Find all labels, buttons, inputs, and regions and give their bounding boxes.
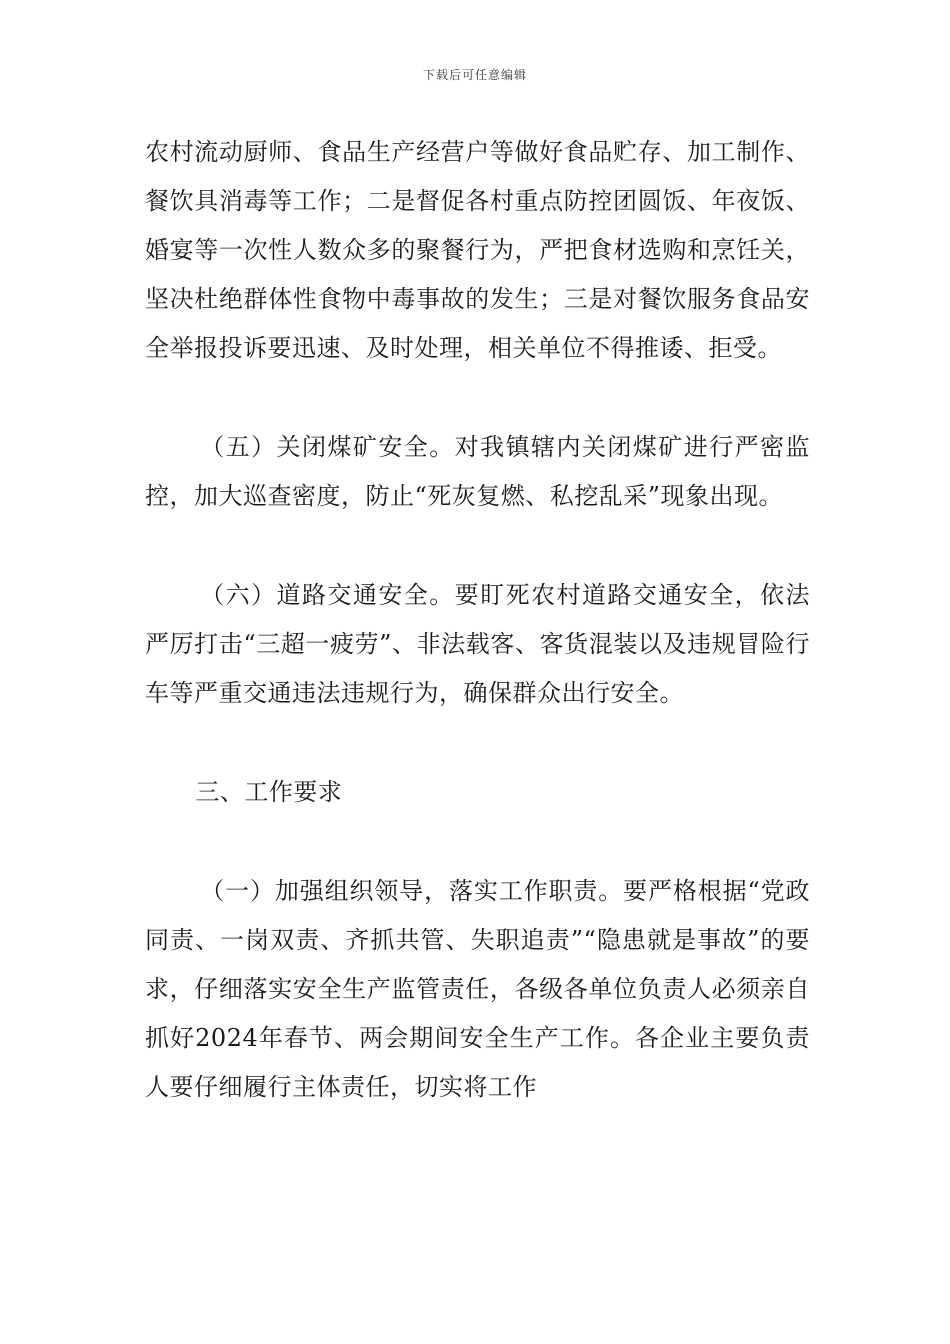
paragraph-food-safety-continued: 农村流动厨师、食品生产经营户等做好食品贮存、加工制作、餐饮具消毒等工作；二是督促各村重点防控团圆饭、年夜饭、婚宴等一次性人数众多的聚餐行为，严把食材选购和烹饪关，坚决杜绝群体性食物中毒事故的发生；三是对餐饮服务食品安全举报投诉要迅速、及时处理，相关单位不得推诿、拒受。 xyxy=(145,138,810,362)
paragraph-organization-leadership: （一）加强组织领导，落实工作职责。要严格根据“党政同责、一岗双责、齐抓共管、失职追责”“隐患就是事故”的要求，仔细落实安全生产监管责任，各级各单位负责人必须亲自抓好2024年春节、两会期间安全生产工作。各企业主要负责人要仔细履行主体责任，切实将工作 xyxy=(145,877,810,1101)
paragraph-coal-mine-safety: （五）关闭煤矿安全。对我镇辖内关闭煤矿进行严密监控，加大巡查密度，防止“死灰复燃、私挖乱采”现象出现。 xyxy=(145,433,810,510)
section-heading-work-requirements: 三、工作要求 xyxy=(195,778,343,806)
paragraph-gap xyxy=(145,718,810,768)
paragraph-gap xyxy=(145,373,810,423)
page-header-note: 下载后可任意编辑 xyxy=(422,68,527,82)
paragraph-gap xyxy=(145,521,810,571)
paragraph-gap xyxy=(145,817,810,867)
paragraph-road-traffic-safety: （六）道路交通安全。要盯死农村道路交通安全，依法严厉打击“三超一疲劳”、非法载客、客货混装以及违规冒险行车等严重交通违法违规行为，确保群众出行安全。 xyxy=(145,581,810,707)
document-body xyxy=(145,128,810,1112)
